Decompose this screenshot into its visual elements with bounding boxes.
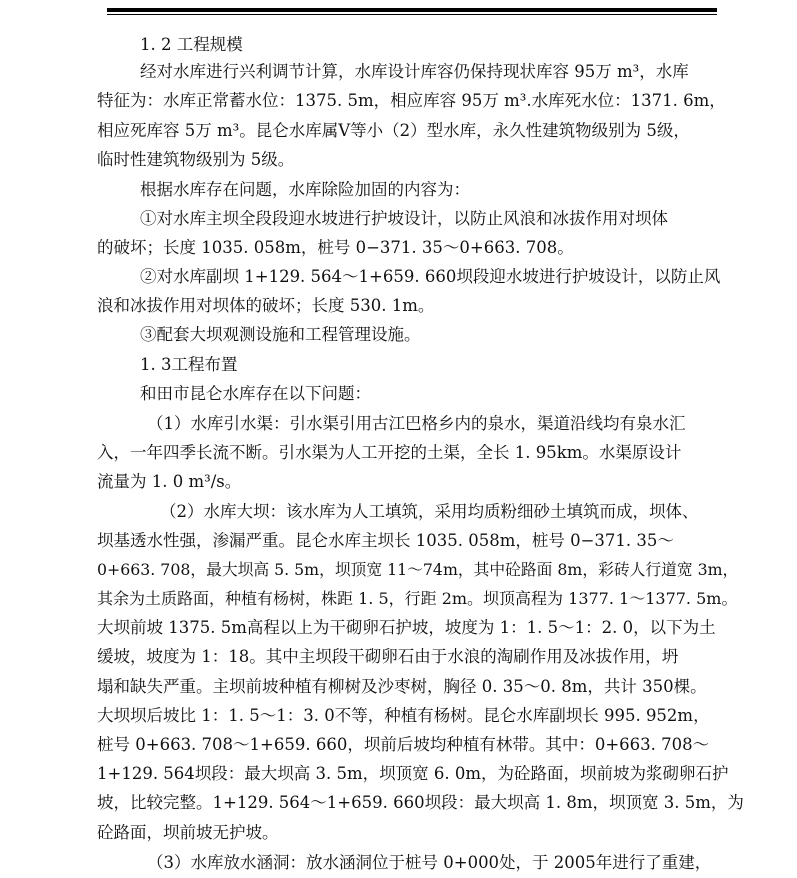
paragraph-line: 特征为：水库正常蓄水位：1375. 5m，相应库容 95万 m³.水库死水位：1371. 6m， [97,91,726,110]
paragraph-line: 浪和冰拔作用对坝体的破坏；长度 530. 1m。 [97,296,435,315]
paragraph-line: 塌和缺失严重。主坝前坡种植有柳树及沙枣树，胸径 0. 35～0. 8m，共计 350棵。 [97,677,707,696]
section-heading: 1. 3工程布置 [140,355,238,374]
header-rule-thin [107,14,717,15]
paragraph-line: 入，一年四季长流不断。引水渠为人工开挖的土渠，全长 1. 95km。水渠原设计 [97,443,682,462]
paragraph-line: 大坝坝后坡比 1：1. 5～1：3. 0不等，种植有杨树。昆仑水库副坝长 995. 952m， [97,706,710,725]
paragraph-line: ③配套大坝观测设施和工程管理设施。 [140,325,421,344]
paragraph-line: 0+663. 708，最大坝高 5. 5m，坝顶宽 11～74m，其中砼路面 8m，彩砖人行道宽 3m， [97,560,739,579]
paragraph-line: 砼路面，坝前坡无护坡。 [97,823,279,842]
paragraph-line: 缓坡，坡度为 1：18。其中主坝段干砌卵石由于水浪的淘刷作用及冰拔作用，坍 [97,647,679,666]
paragraph-line: （1）水库引水渠：引水渠引用古江巴格乡内的泉水，渠道沿线均有泉水汇 [147,414,686,433]
paragraph-line: 根据水库存在问题，水库除险加固的内容为： [140,180,470,199]
paragraph-line: ②对水库副坝 1+129. 564～1+659. 660坝段迎水坡进行护坡设计，以防止风 [140,267,721,286]
paragraph-line: （3）水库放水涵洞：放水涵洞位于桩号 0+000处，于 2005年进行了重建， [147,853,712,872]
paragraph-line: 桩号 0+663. 708～1+659. 660，坝前后坡均种植有林带。其中：0+663. 708～ [97,735,710,754]
paragraph-line: 和田市昆仑水库存在以下问题： [140,384,371,403]
paragraph-line: 坡，比较完整。1+129. 564～1+659. 660坝段：最大坝高 1. 8m，坝顶宽 3. 5m，为 [97,793,744,812]
section-heading: 1. 2 工程规模 [140,35,243,54]
paragraph-line: 其余为土质路面，种植有杨树，株距 1. 5，行距 2m。坝顶高程为 1377. 1～1377. 5m。 [97,589,738,608]
paragraph-line: 大坝前坡 1375. 5m高程以上为干砌卵石护坡，坡度为 1：1. 5～1：2. 0，以下为土 [97,618,716,637]
paragraph-line: ①对水库主坝全段段迎水坡进行护坡设计，以防止风浪和冰拔作用对坝体 [140,209,668,228]
paragraph-line: 相应死库容 5万 m³。昆仑水库属Ⅴ等小（2）型水库，永久性建筑物级别为 5级， [97,121,690,140]
paragraph-line: 经对水库进行兴利调节计算，水库设计库容仍保持现状库容 95万 m³，水库 [140,62,689,81]
paragraph-line: 流量为 1. 0 m³/s。 [97,472,242,491]
paragraph-line: 坝基透水性强，渗漏严重。昆仑水库主坝长 1035. 058m，桩号 0−371. 35～ [97,531,674,550]
paragraph-line: （2）水库大坝：该水库为人工填筑，采用均质粉细砂土填筑而成，坝体、 [160,502,699,521]
paragraph-line: 的破坏；长度 1035. 058m，桩号 0−371. 35～0+663. 708。 [97,238,574,257]
header-rule-thick [107,8,717,12]
paragraph-line: 临时性建筑物级别为 5级。 [97,150,295,169]
paragraph-line: 1+129. 564坝段：最大坝高 3. 5m，坝顶宽 6. 0m，为砼路面，坝前坡为浆砌卵石护 [97,764,729,783]
